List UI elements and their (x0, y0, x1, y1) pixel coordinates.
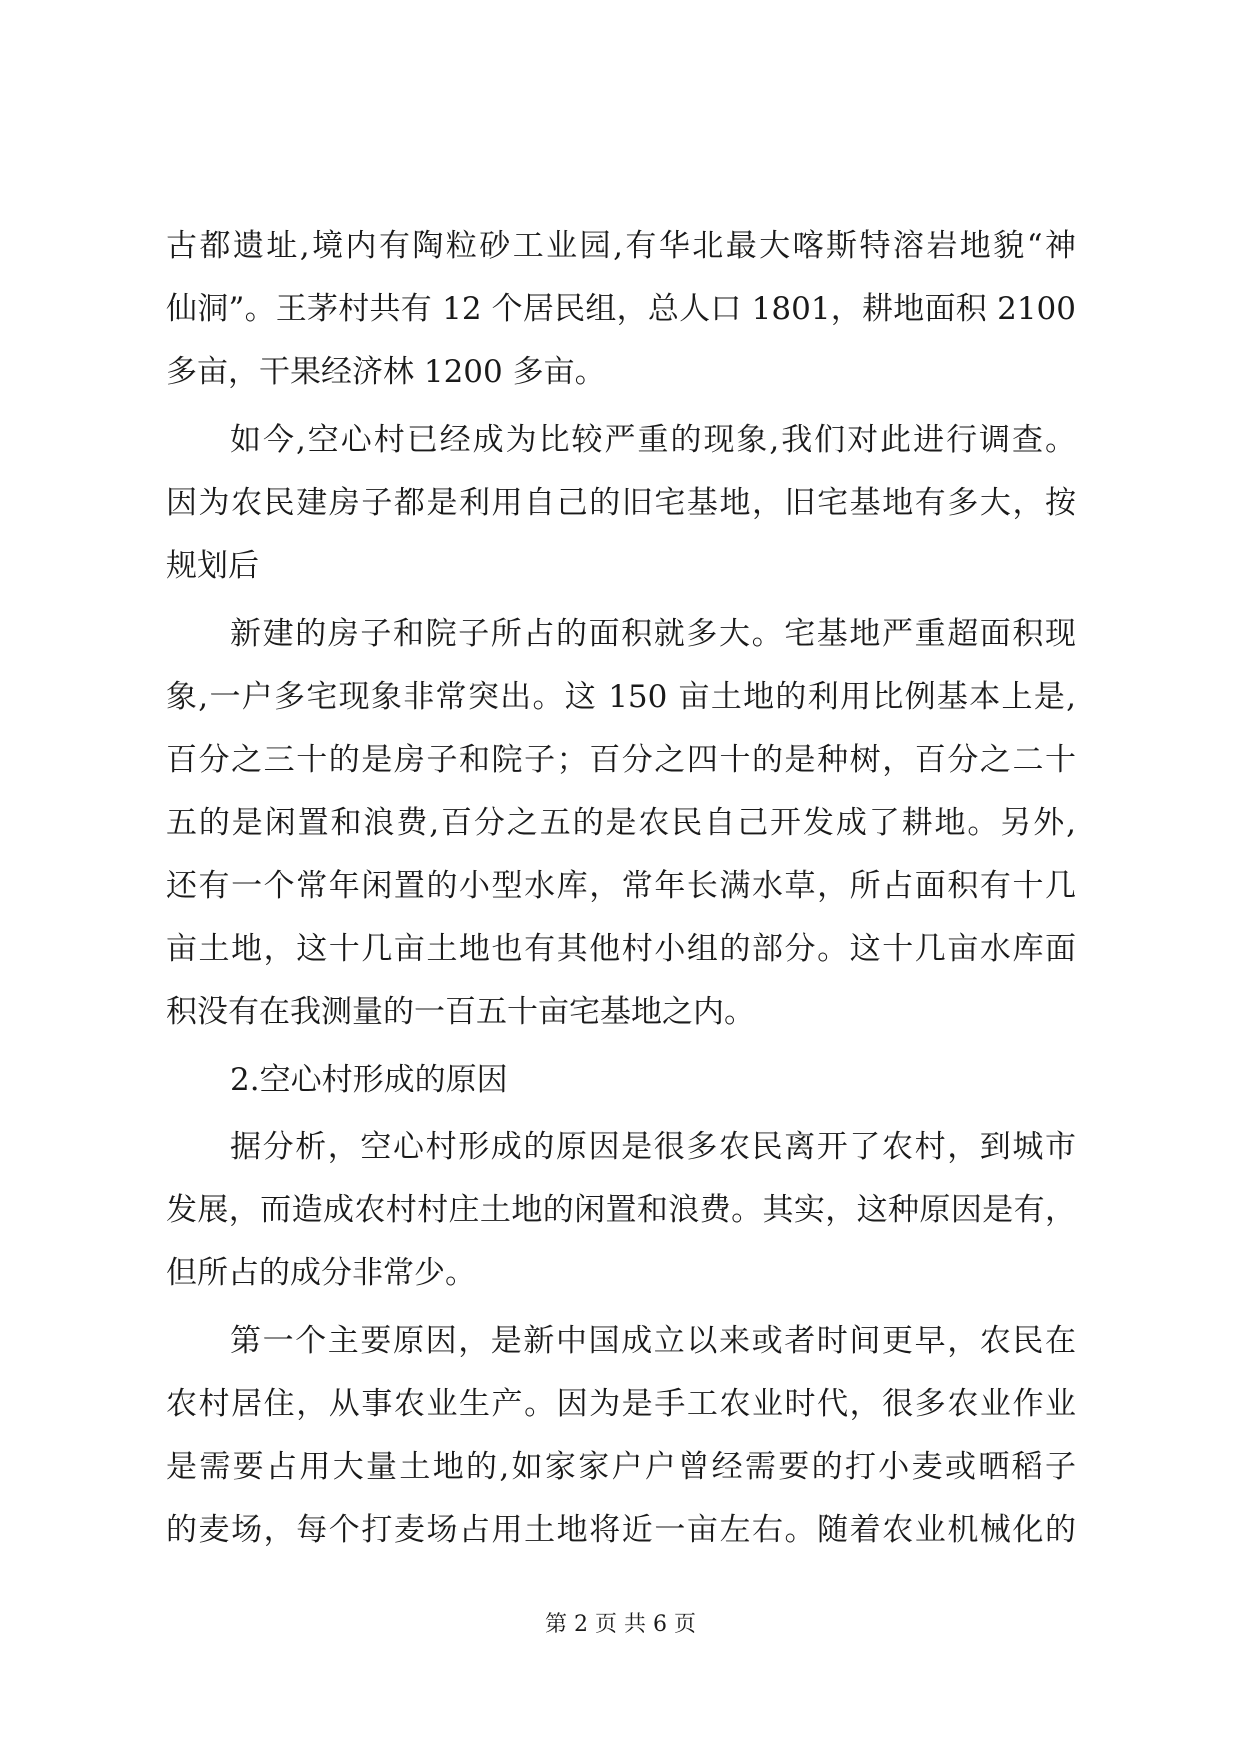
page-footer: 第 2 页 共 6 页 (545, 1612, 696, 1637)
text-line: 如今,空心村已经成为比较严重的现象,我们对此进行调查。 (230, 422, 1076, 458)
text-line: 百分之三十的是房子和院子；百分之四十的是种树，百分之二十 (166, 742, 1076, 778)
text-line: 仙洞”。王茅村共有 12 个居民组，总人口 1801，耕地面积 2100 (166, 291, 1076, 327)
text-line: 但所占的成分非常少。 (166, 1255, 476, 1291)
text-line: 五的是闲置和浪费,百分之五的是农民自己开发成了耕地。另外, (166, 805, 1076, 841)
text-line: 亩土地，这十几亩土地也有其他村小组的部分。这十几亩水库面 (166, 931, 1076, 967)
text-line: 发展，而造成农村村庄土地的闲置和浪费。其实，这种原因是有， (166, 1192, 1076, 1228)
text-line: 古都遗址,境内有陶粒砂工业园,有华北最大喀斯特溶岩地貌“神 (166, 228, 1076, 264)
text-line: 的麦场，每个打麦场占用土地将近一亩左右。随着农业机械化的 (166, 1512, 1076, 1548)
section-heading: 2.空心村形成的原因 (230, 1062, 508, 1098)
text-line: 据分析，空心村形成的原因是很多农民离开了农村，到城市 (230, 1129, 1076, 1165)
text-line: 是需要占用大量土地的,如家家户户曾经需要的打小麦或晒稻子 (166, 1449, 1076, 1485)
text-line: 还有一个常年闲置的小型水库，常年长满水草，所占面积有十几 (166, 868, 1076, 904)
text-line: 新建的房子和院子所占的面积就多大。宅基地严重超面积现 (230, 616, 1076, 652)
text-line: 积没有在我测量的一百五十亩宅基地之内。 (166, 994, 755, 1030)
text-line: 多亩，干果经济林 1200 多亩。 (166, 354, 606, 390)
text-line: 规划后 (166, 548, 259, 584)
text-line: 象,一户多宅现象非常突出。这 150 亩土地的利用比例基本上是, (166, 679, 1076, 715)
text-line: 农村居住，从事农业生产。因为是手工农业时代，很多农业作业 (166, 1386, 1076, 1422)
text-line: 第一个主要原因，是新中国成立以来或者时间更早，农民在 (230, 1323, 1076, 1359)
text-line: 因为农民建房子都是利用自己的旧宅基地，旧宅基地有多大，按 (166, 485, 1076, 521)
